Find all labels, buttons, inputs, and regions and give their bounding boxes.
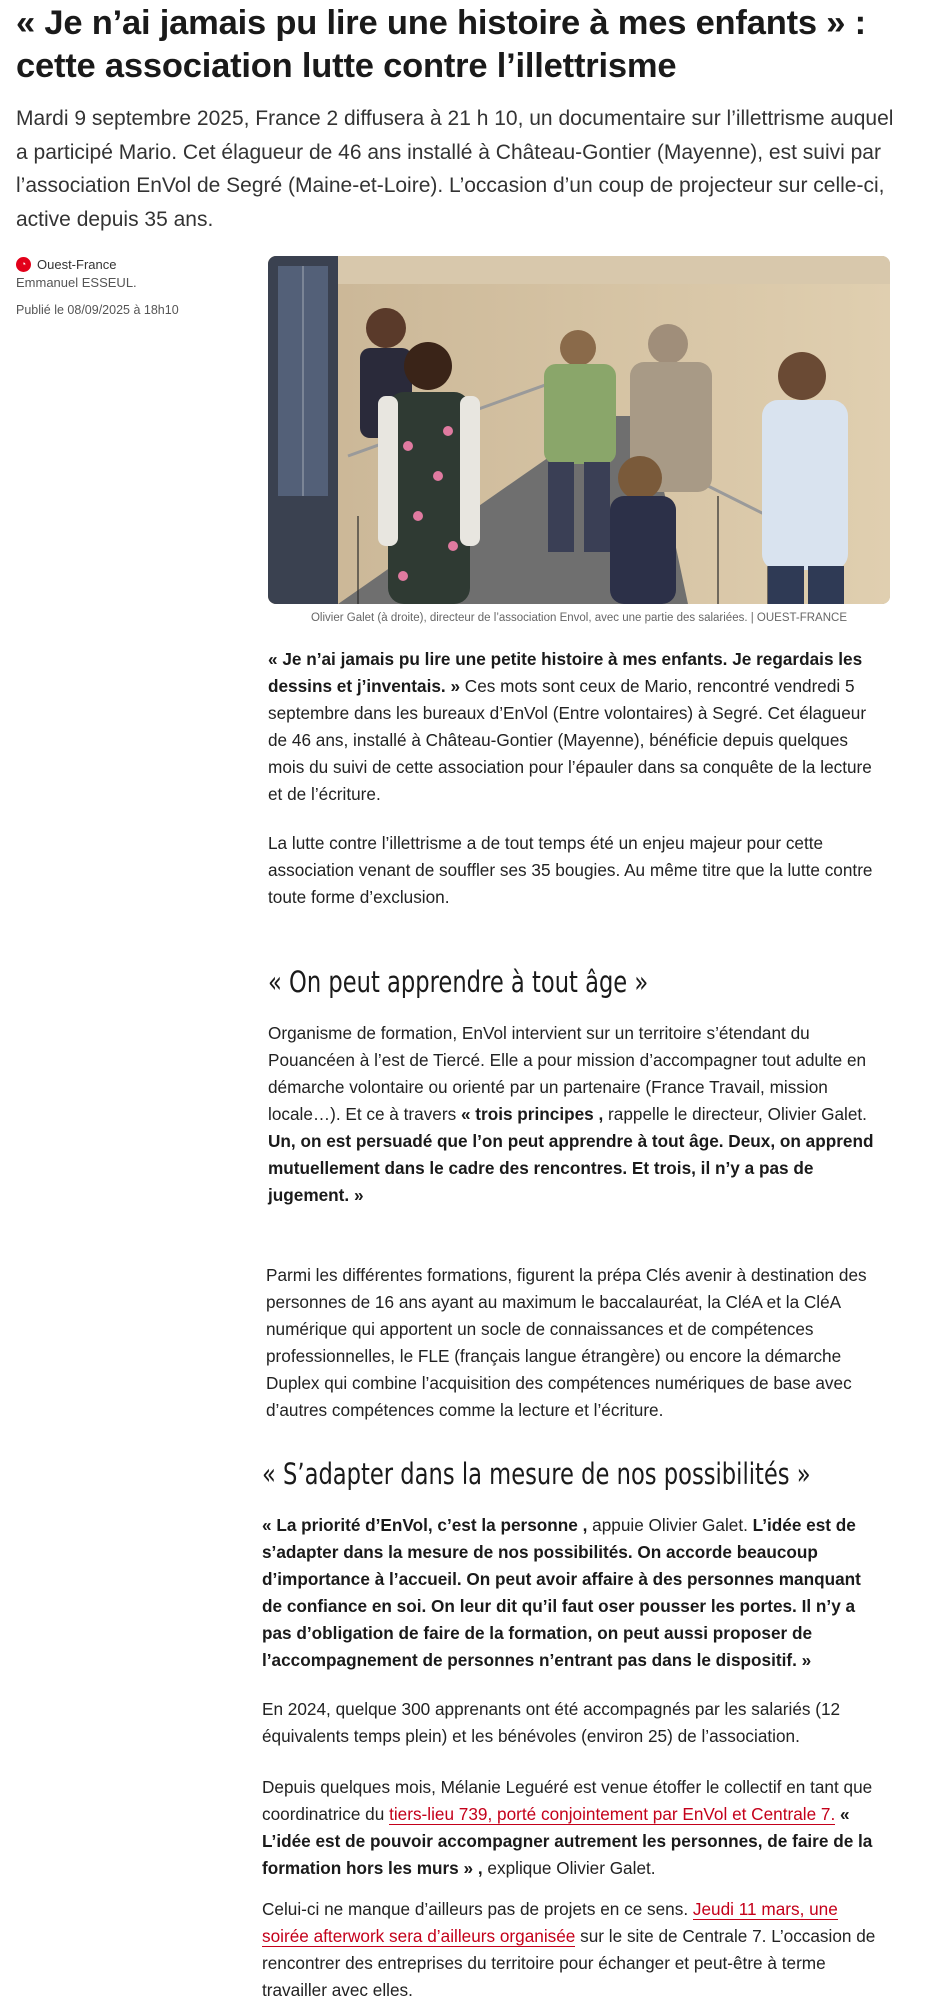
subheading-2: « S’adapter dans la mesure de nos possibilités » (262, 1457, 811, 1491)
source-row[interactable] (16, 255, 256, 273)
paragraph-3-text: Organisme de formation, EnVol intervient sur un territoire s’étendant du Pouancéen à l’est de Tiercé. Elle a pour mission d’accompagner tout adulte en démarche volontaire ou orienté par un partenaire (France Travail, mission locale…). Et ce à travers (268, 1023, 867, 1124)
photo-caption: Olivier Galet (à droite), directeur de l’association Envol, avec une partie des salariées. | OUEST-FRANCE (310, 612, 848, 624)
article-lead: Mardi 9 septembre 2025, France 2 diffusera à 21 h 10, un documentaire sur l’illettrisme auquel a participé Mario. Cet élagueur de 46 ans installé à Château-Gontier (Mayenne), est suivi par l’association EnVol de Segré (Maine-et-Loire). L’occasion d’un coup de projecteur sur celle-ci, active depuis 35 ans. (16, 107, 894, 231)
quote-mario: « Je n’ai jamais pu lire une petite histoire à mes enfants. Je regardais les dessins et j’inventais. » (268, 649, 863, 696)
source-name: Ouest-France (37, 256, 117, 272)
paragraph-8-text: Celui-ci ne manque d’ailleurs pas de projets en ce sens. (262, 1899, 693, 1919)
paragraph-8-text-2: sur le site de Centrale 7. L’occasion de rencontrer des entreprises du territoire pour échanger et peut-être à terme travailler avec elles. (262, 1926, 876, 2000)
paragraph-7-text-2: explique Olivier Galet. (482, 1858, 656, 1878)
quote-galet-priority: L’idée est de s’adapter dans la mesure de nos possibilités. On accorde beaucoup d’importance à l’accueil. On peut avoir affaire à des personnes manquant de confiance en soi. On leur dit qu’il faut oser pousser les portes. Il n’y a pas d’obligation de faire de la formation, on peut aussi proposer de l’accompagnement de personnes n’entrant pas dans le dispositif. » (262, 1515, 861, 1670)
byline (16, 255, 256, 319)
article-photo[interactable] (268, 256, 890, 604)
quote-galet-principles: Un, on est persuadé que l’on peut apprendre à tout âge. Deux, on apprend mutuellement dans le cadre des rencontres. Et trois, il n’y a pas de jugement. » (268, 1131, 874, 1205)
paragraph-5 (262, 1512, 884, 1674)
tiers-lieu-link[interactable]: tiers-lieu 739, porté conjointement par EnVol et Centrale 7. (389, 1804, 836, 1824)
paragraph-8 (262, 1896, 884, 2004)
paragraph-7-text: Depuis quelques mois, Mélanie Leguéré est venue étoffer le collectif en tant que coordinatrice du (262, 1777, 873, 1824)
subheading-1: « On peut apprendre à tout âge » (268, 965, 649, 999)
publish-date: Publié le 08/09/2025 à 18h10 (16, 303, 179, 317)
afterwork-link[interactable]: Jeudi 11 mars, une soirée afterwork sera d’ailleurs organisée (262, 1899, 838, 1946)
paragraph-3 (268, 1020, 884, 1209)
article-title: « Je n’ai jamais pu lire une histoire à mes enfants » : cette association lutte contre l’illettrisme (16, 4, 866, 85)
group-photo-illustration (268, 256, 890, 604)
paragraph-3-text-2: rappelle le directeur, Olivier Galet. (603, 1104, 867, 1124)
paragraph-2: La lutte contre l’illettrisme a de tout temps été un enjeu majeur pour cette association venant de souffler ses 35 bougies. Au même titre que la lutte contre toute forme d’exclusion. (268, 833, 873, 907)
paragraph-7 (262, 1774, 884, 1882)
paragraph-1 (268, 646, 884, 808)
paragraph-6: En 2024, quelque 300 apprenants ont été accompagnés par les salariés (12 équivalents temps plein) et les bénévoles (environ 25) de l’association. (262, 1699, 841, 1746)
quote-galet-hors-murs: « L’idée est de pouvoir accompagner autrement les personnes, de faire de la formation hors les murs » , (262, 1804, 873, 1878)
ouest-france-logo-icon: ◔ (16, 257, 31, 272)
paragraph-3-strong-1: « trois principes , (460, 1104, 604, 1124)
paragraph-1-text: Ces mots sont ceux de Mario, rencontré vendredi 5 septembre dans les bureaux d’EnVol (Entre volontaires) à Segré. Cet élagueur de 46 ans, installé à Château-Gontier (Mayenne), bénéficie depuis quelques mois du suivi de cette association pour l’épauler dans sa conquête de la lecture et de l’écriture. (268, 676, 872, 804)
author-name[interactable]: Emmanuel ESSEUL. (16, 275, 137, 290)
paragraph-5-strong-1: « La priorité d’EnVol, c’est la personne , (262, 1515, 588, 1535)
paragraph-5-text: appuie Olivier Galet. (587, 1515, 753, 1535)
paragraph-4: Parmi les différentes formations, figurent la prépa Clés avenir à destination des personnes de 16 ans ayant au maximum le baccalauréat, la CléA et la CléA numérique qui apportent un socle de connaissances et de compétences professionnelles, le FLE (français langue étrangère) ou encore la démarche Duplex qui combine l’acquisition des compétences numériques de base avec d’autres compétences comme la lecture et l’écriture. (266, 1265, 867, 1420)
